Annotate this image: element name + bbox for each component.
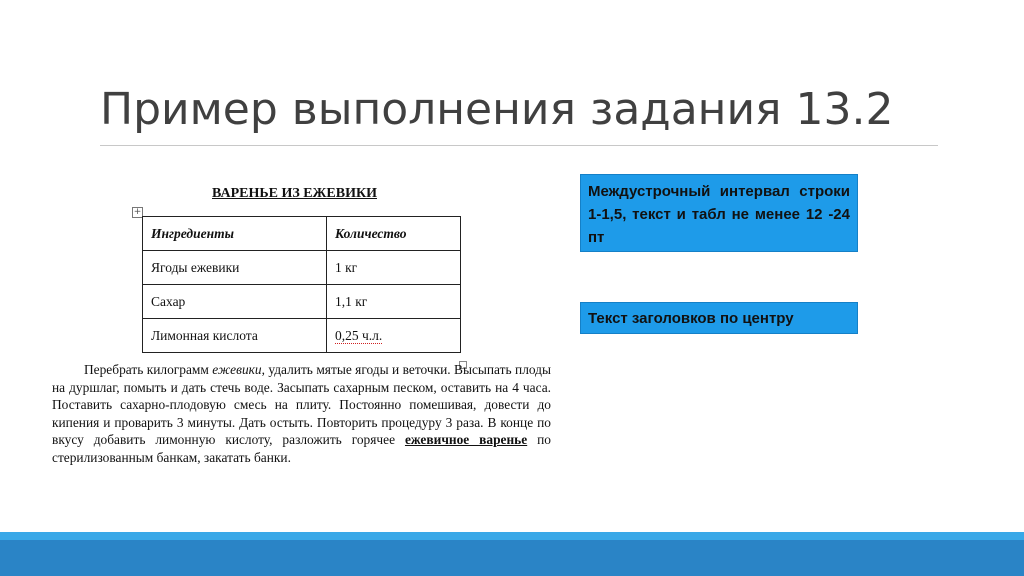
table-header-row <box>143 217 461 251</box>
paragraph-text: , удалить мятые ягоды и веточки. Высыпать плоды на дуршлаг, помыть и дать стечь воде. Засыпать сахарным песком, оставить на 4 часа. Поставить сахарно-плодовую смесь на плиту. Постоянно помешивая, довести до кипения и проварить 3 минуты. Дать остыть. Повторить процедуру 3 раза. В конце по вкусу добавить лимонную кислоту, разложить горячее <box>52 362 551 448</box>
table-move-handle-icon[interactable]: + <box>133 207 142 217</box>
table-header-ingredients: Ингредиенты <box>143 217 327 251</box>
table-cell: Лимонная кислота <box>143 319 327 353</box>
ingredients-table <box>142 216 461 353</box>
paragraph-italic-text: ежевики <box>212 362 262 377</box>
table-cell: 1,1 кг <box>327 285 461 319</box>
paragraph-text: Перебрать килограмм <box>84 362 213 377</box>
table-row <box>143 285 461 319</box>
footer-band-light <box>0 532 1024 540</box>
table-cell: Сахар <box>143 285 327 319</box>
slide-title: Пример выполнения задания 13.2 <box>100 84 894 135</box>
line-spacing-note: Междустрочный интервал строки 1-1,5, текст и табл не менее 12 -24 пт <box>580 174 858 252</box>
table-cell: 1 кг <box>327 251 461 285</box>
table-cell: Ягоды ежевики <box>143 251 327 285</box>
heading-alignment-note: Текст заголовков по центру <box>580 302 858 334</box>
document-heading: ВАРЕНЬЕ ИЗ ЕЖЕВИКИ <box>212 186 378 201</box>
recipe-paragraph <box>52 361 551 467</box>
paragraph-bold-underline-text: ежевичное варенье <box>404 432 528 448</box>
table-cell-text: 0,25 ч.л. <box>335 327 383 343</box>
table-cell <box>327 319 461 353</box>
title-divider <box>100 145 938 146</box>
paragraph-text: по стерилизованным банкам, закатать банки. <box>52 432 551 465</box>
table-row <box>143 251 461 285</box>
footer-band-dark <box>0 540 1024 576</box>
table-row <box>143 319 461 353</box>
table-header-quantity: Количество <box>327 217 461 251</box>
